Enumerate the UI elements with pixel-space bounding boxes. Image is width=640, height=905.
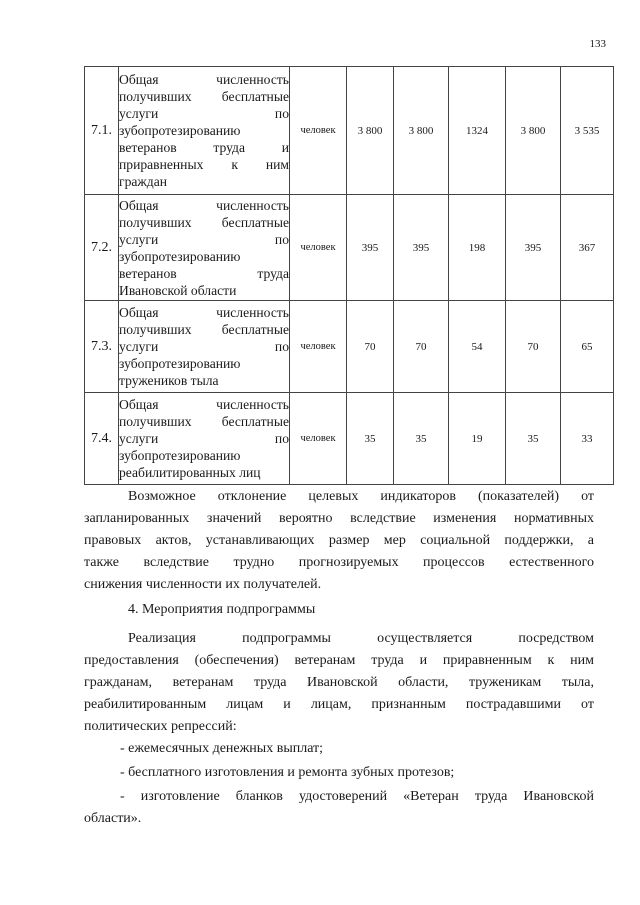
indicator-name-line: Общая численность — [119, 397, 289, 412]
table-row — [85, 195, 614, 301]
indicator-name-line: услуги по — [119, 231, 289, 247]
indicator-value: 198 — [449, 195, 506, 301]
indicator-name — [119, 195, 290, 301]
indicator-value: 1324 — [449, 67, 506, 195]
indicator-name-line: получивших бесплатные — [119, 322, 289, 337]
indicator-value: 3 800 — [394, 67, 449, 195]
indicator-value: 35 — [347, 393, 394, 485]
paragraph-line: предоставления (обеспечения) ветеранам труда и приравненным к ним — [84, 653, 594, 668]
paragraph-line: запланированных значений вероятно вследствие изменения нормативных — [84, 511, 594, 526]
table-row — [85, 393, 614, 485]
indicator-value: 70 — [506, 301, 561, 393]
indicator-name-line: ветеранов труда — [119, 265, 289, 281]
indicator-value: 19 — [449, 393, 506, 485]
indicators-table — [84, 66, 614, 485]
row-number: 7.3. — [85, 301, 119, 393]
indicator-name — [119, 393, 290, 485]
indicator-value: 3 800 — [506, 67, 561, 195]
indicator-name-line: зубопротезированию — [119, 448, 241, 463]
indicator-value: 395 — [394, 195, 449, 301]
indicator-name-line: услуги по — [119, 339, 289, 354]
paragraph-line: Реализация подпрограммы осуществляется посредством — [128, 631, 594, 646]
indicator-name-line: услуги по — [119, 431, 289, 446]
paragraph-line: гражданам, ветеранам труда Ивановской области, труженикам тыла, — [84, 675, 594, 690]
indicator-name-line: тружеников тыла — [119, 373, 219, 388]
paragraph-deviation — [84, 486, 594, 596]
indicator-name-line: зубопротезированию — [119, 248, 241, 264]
indicator-name-line: граждан — [119, 174, 168, 189]
indicator-value: 35 — [394, 393, 449, 485]
list-item-line: - ежемесячных денежных выплат; — [120, 741, 324, 756]
paragraph-line: Возможное отклонение целевых индикаторов (показателей) от — [128, 489, 594, 504]
indicator-value: 70 — [394, 301, 449, 393]
paragraph-line: снижения численности их получателей. — [84, 577, 322, 592]
indicator-value: 33 — [561, 393, 614, 485]
indicator-value: 3 800 — [347, 67, 394, 195]
indicator-name-line: получивших бесплатные — [119, 414, 289, 429]
indicator-name-line: Общая численность — [119, 72, 289, 87]
indicator-name-line: Общая численность — [119, 305, 289, 320]
page-number: 133 — [589, 38, 606, 50]
indicator-name-line: реабилитированных лиц — [119, 465, 261, 480]
indicator-name — [119, 301, 290, 393]
indicator-name-line: получивших бесплатные — [119, 89, 289, 104]
paragraph-line: также вследствие трудно прогнозируемых процессов естественного — [84, 555, 594, 570]
indicator-name-line: зубопротезированию — [119, 123, 241, 138]
unit-of-measure: человек — [290, 393, 347, 485]
indicator-value: 395 — [506, 195, 561, 301]
indicator-value: 3 535 — [561, 67, 614, 195]
indicator-value: 35 — [506, 393, 561, 485]
indicator-name-line: Ивановской области — [119, 282, 237, 298]
table-row — [85, 67, 614, 195]
indicator-name-line: зубопротезированию — [119, 356, 241, 371]
paragraph-implementation — [84, 628, 594, 738]
indicator-value: 395 — [347, 195, 394, 301]
row-number: 7.2. — [85, 195, 119, 301]
indicator-value: 65 — [561, 301, 614, 393]
row-number: 7.4. — [85, 393, 119, 485]
paragraph-line: реабилитированным лицам и лицам, признанным пострадавшими от — [84, 697, 594, 712]
unit-of-measure: человек — [290, 195, 347, 301]
indicator-name-line: приравненных к ним — [119, 157, 289, 172]
indicator-value: 70 — [347, 301, 394, 393]
unit-of-measure: человек — [290, 301, 347, 393]
paragraph-line: политических репрессий: — [84, 719, 237, 734]
list-item-monthly-payments — [120, 738, 594, 760]
indicator-value: 367 — [561, 195, 614, 301]
indicator-name — [119, 67, 290, 195]
row-number: 7.1. — [85, 67, 119, 195]
indicator-name-line: услуги по — [119, 106, 289, 121]
unit-of-measure: человек — [290, 67, 347, 195]
indicator-name-line: получивших бесплатные — [119, 214, 289, 230]
paragraph-line: правовых актов, устанавливающих размер мер социальной поддержки, а — [84, 533, 594, 548]
list-item-line: области». — [84, 811, 142, 826]
indicator-name-line: Общая численность — [119, 197, 289, 213]
section-heading: 4. Мероприятия подпрограммы — [128, 602, 316, 617]
indicator-name-line: ветеранов труда и — [119, 140, 289, 155]
list-item-line: - бесплатного изготовления и ремонта зубных протезов; — [120, 765, 455, 780]
list-item-line: - изготовление бланков удостоверений «Ветеран труда Ивановской — [120, 789, 594, 804]
table-row — [85, 301, 614, 393]
indicator-value: 54 — [449, 301, 506, 393]
list-item-dental-prosthetics — [120, 762, 594, 784]
list-item-certificate-forms — [84, 786, 594, 830]
